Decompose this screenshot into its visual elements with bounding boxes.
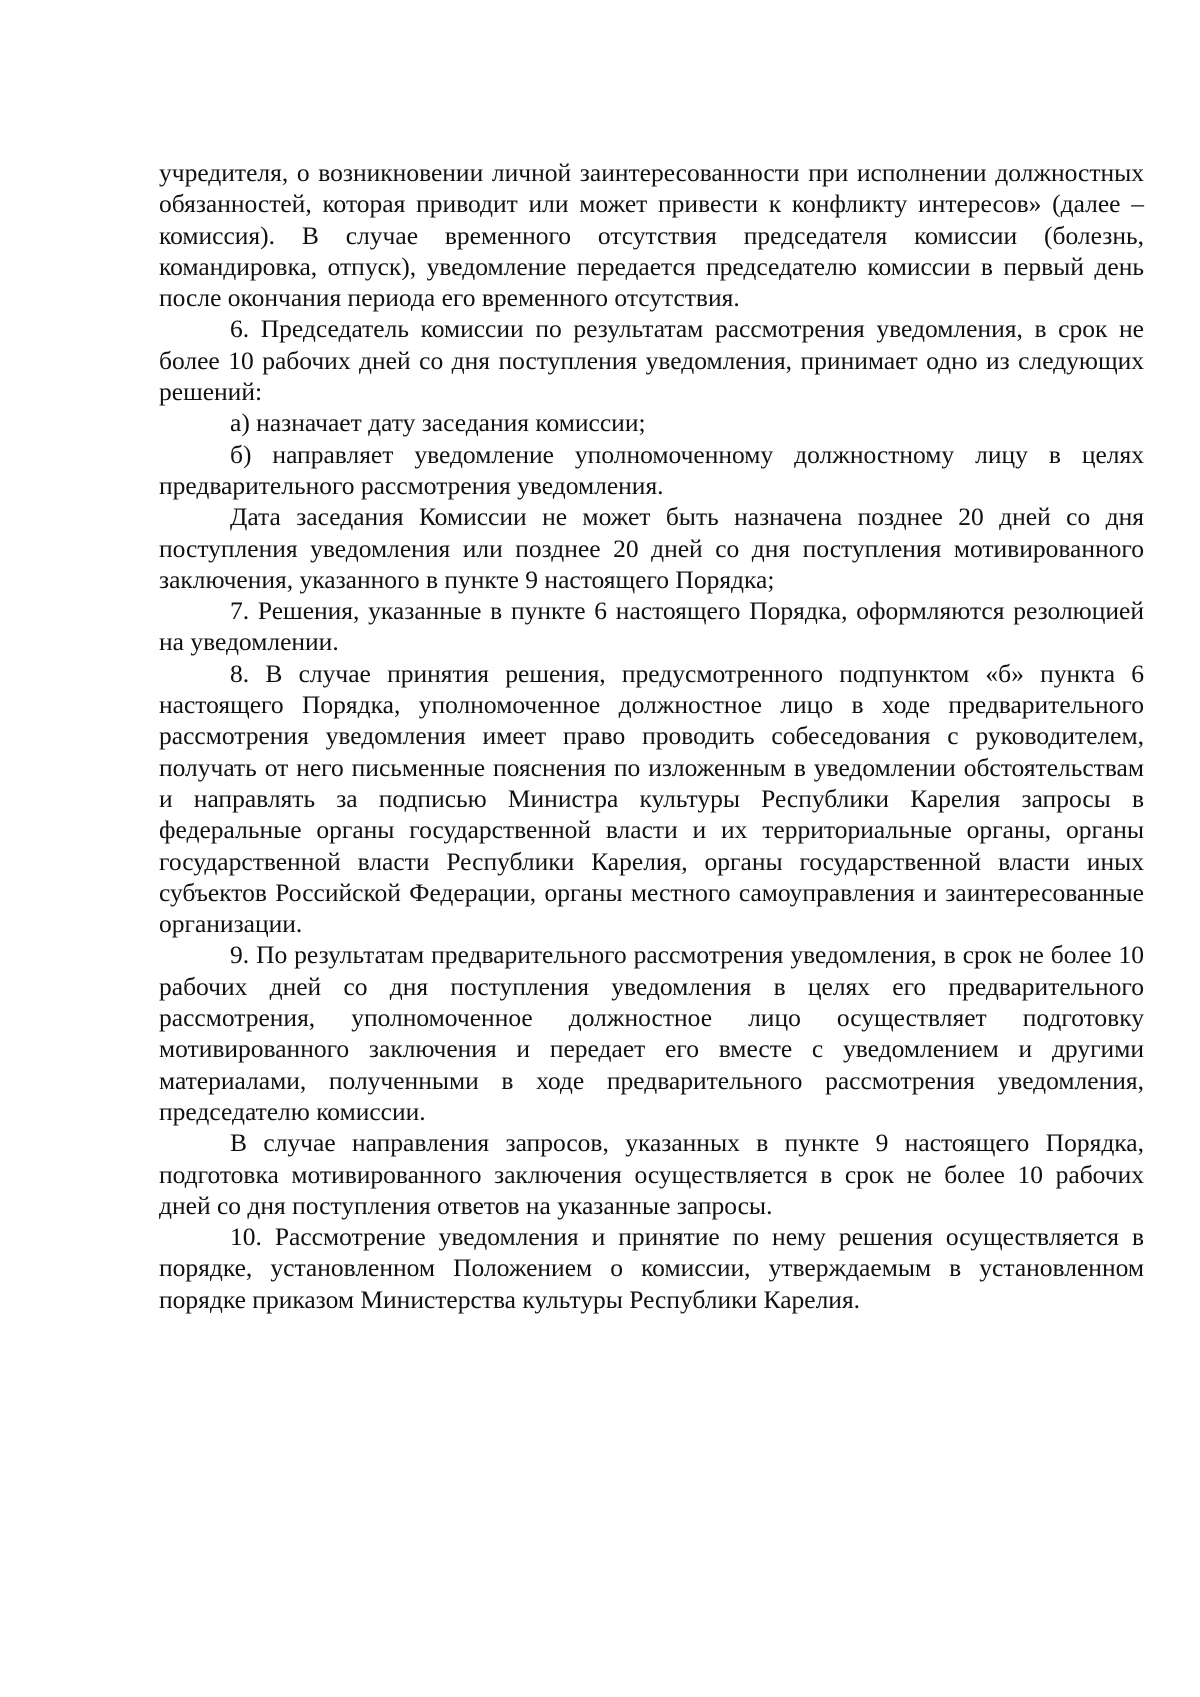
paragraph-item-7: 7. Решения, указанные в пункте 6 настоящего Порядка, оформляются резолюцией на уведомлении.: [159, 596, 1144, 657]
document-body: [159, 157, 1144, 1315]
paragraph-item-9: 9. По результатам предварительного рассмотрения уведомления, в срок не более 10 рабочих дней со дня поступления уведомления в целях его предварительного рассмотрения, уполномоченное должностное лицо осуществляет подготовку мотивированного заключения и передает его вместе с уведомлением и другими материалами, полученными в ходе предварительного рассмотрения уведомления, председателю комиссии.: [159, 940, 1144, 1126]
paragraph-requests: В случае направления запросов, указанных в пункте 9 настоящего Порядка, подготовка мотивированного заключения осуществляется в срок не более 10 рабочих дней со дня поступления ответов на указанные запросы.: [159, 1128, 1144, 1220]
paragraph-continuation: учредителя, о возникновении личной заинтересованности при исполнении должностных обязанностей, которая приводит или может привести к конфликту интересов» (далее – комиссия). В случае временного отсутствия председателя комиссии (болезнь, командировка, отпуск), уведомление передается председателю комиссии в первый день после окончания периода его временного отсутствия.: [159, 158, 1144, 313]
paragraph-item-8: 8. В случае принятия решения, предусмотренного подпунктом «б» пункта 6 настоящего Порядка, уполномоченное должностное лицо в ходе предварительного рассмотрения уведомления имеет право проводить собеседования с руководителем, получать от него письменные пояснения по изложенным в уведомлении обстоятельствам и направлять за подписью Министра культуры Республики Карелия запросы в федеральные органы государственной власти и их территориальные органы, органы государственной власти Республики Карелия, органы государственной власти иных субъектов Российской Федерации, органы местного самоуправления и заинтересованные организации.: [159, 658, 1144, 939]
paragraph-item-6a: а) назначает дату заседания комиссии;: [230, 408, 646, 438]
paragraph-item-6b: б) направляет уведомление уполномоченному должностному лицу в целях предварительного рассмотрения уведомления.: [159, 439, 1144, 500]
paragraph-item-6: 6. Председатель комиссии по результатам рассмотрения уведомления, в срок не более 10 рабочих дней со дня поступления уведомления, принимает одно из следующих решений:: [159, 314, 1144, 407]
paragraph-meeting-date: Дата заседания Комиссии не может быть назначена позднее 20 дней со дня поступления уведомления или позднее 20 дней со дня поступления мотивированного заключения, указанного в пункте 9 настоящего Порядка;: [159, 502, 1144, 594]
paragraph-item-10: 10. Рассмотрение уведомления и принятие по нему решения осуществляется в порядке, установленном Положением о комиссии, утверждаемым в установленном порядке приказом Министерства культуры Республики Карелия.: [159, 1222, 1144, 1314]
